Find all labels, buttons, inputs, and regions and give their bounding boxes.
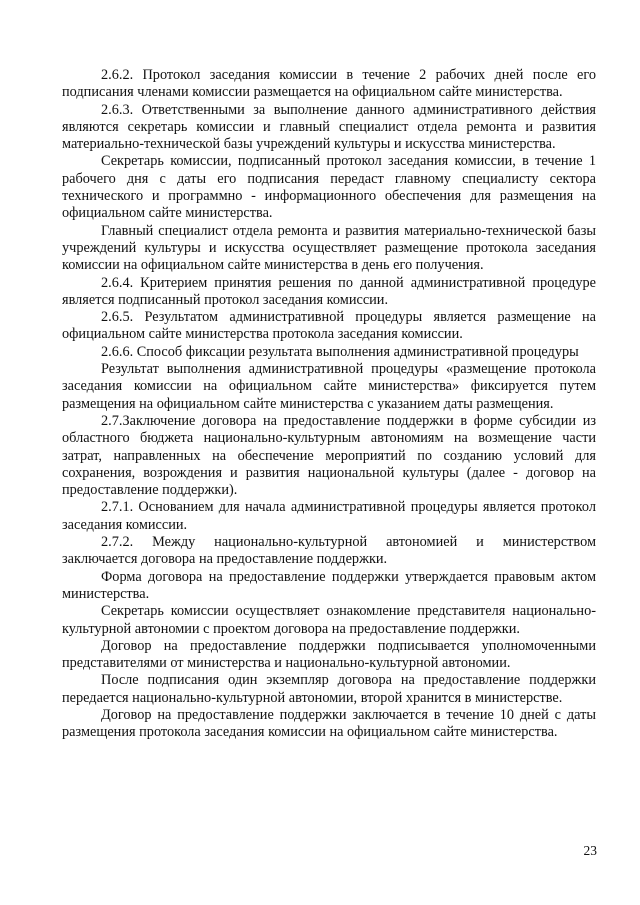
paragraph-2-6-2: 2.6.2. Протокол заседания комиссии в течение 2 рабочих дней после его подписания членами комиссии размещается на официальном сайте министерства. <box>62 67 596 101</box>
paragraph-2-6-3: 2.6.3. Ответственными за выполнение данного административного действия являются секретарь комиссии и главный специалист отдела ремонта и развития материально-технической базы учреждений культуры и искусства министерства. <box>62 101 596 153</box>
paragraph-secretary-familiarization: Секретарь комиссии осуществляет ознакомление представителя национально-культурной автономии с проектом договора на предоставление поддержки. <box>62 603 596 637</box>
paragraph-secretary-signed-protocol: Секретарь комиссии, подписанный протокол заседания комиссии, в течение 1 рабочего дня с даты его подписания передаст главному специалисту сектора технического и программно - информационного обеспечения для размещения на официальном сайте министерства. <box>62 153 596 222</box>
document-body <box>62 67 596 742</box>
paragraph-contract-term: Договор на предоставление поддержки заключается в течение 10 дней с даты размещения протокола заседания комиссии на официальном сайте министерства. <box>62 706 596 741</box>
paragraph-contract-signing: Договор на предоставление поддержки подписывается уполномоченными представителями от министерства и национально-культурной автономии. <box>62 637 596 672</box>
paragraph-after-signing: После подписания один экземпляр договора на предоставление поддержки передается национально-культурной автономии, второй хранится в министерстве. <box>62 672 596 706</box>
paragraph-2-6-5: 2.6.5. Результатом административной процедуры является размещение на официальном сайте министерства протокола заседания комиссии. <box>62 309 596 343</box>
paragraph-2-6-4: 2.6.4. Критерием принятия решения по данной административной процедуре является подписанный протокол заседания комиссии. <box>62 274 596 308</box>
paragraph-result: Результат выполнения административной процедуры «размещение протокола заседания комиссии на официальном сайте министерства» фиксируется путем размещения на официальном сайте министерства с указанием даты размещения. <box>62 361 596 412</box>
paragraph-2-7-2: 2.7.2. Между национально-культурной автономией и министерством заключается договора на предоставление поддержки. <box>62 534 596 568</box>
paragraph-contract-form: Форма договора на предоставление поддержки утверждается правовым актом министерства. <box>62 568 596 602</box>
paragraph-2-6-6: 2.6.6. Способ фиксации результата выполнения административной процедуры <box>101 343 579 360</box>
paragraph-2-7: 2.7.Заключение договора на предоставление поддержки в форме субсидии из областного бюджета национально-культурным автономиям на возмещение части затрат, направленных на обеспечение мероприятий по созданию условий для сохранения, возрождения и развития национальной культуры (далее - договор на предоставление поддержки). <box>62 412 596 499</box>
page-number: 23 <box>583 843 597 858</box>
paragraph-2-7-1: 2.7.1. Основанием для начала административной процедуры является протокол заседания комиссии. <box>62 499 596 533</box>
paragraph-chief-specialist: Главный специалист отдела ремонта и развития материально-технической базы учреждений культуры и искусства осуществляет размещение протокола заседания комиссии на официальном сайте министерства в день его получения. <box>62 222 596 274</box>
